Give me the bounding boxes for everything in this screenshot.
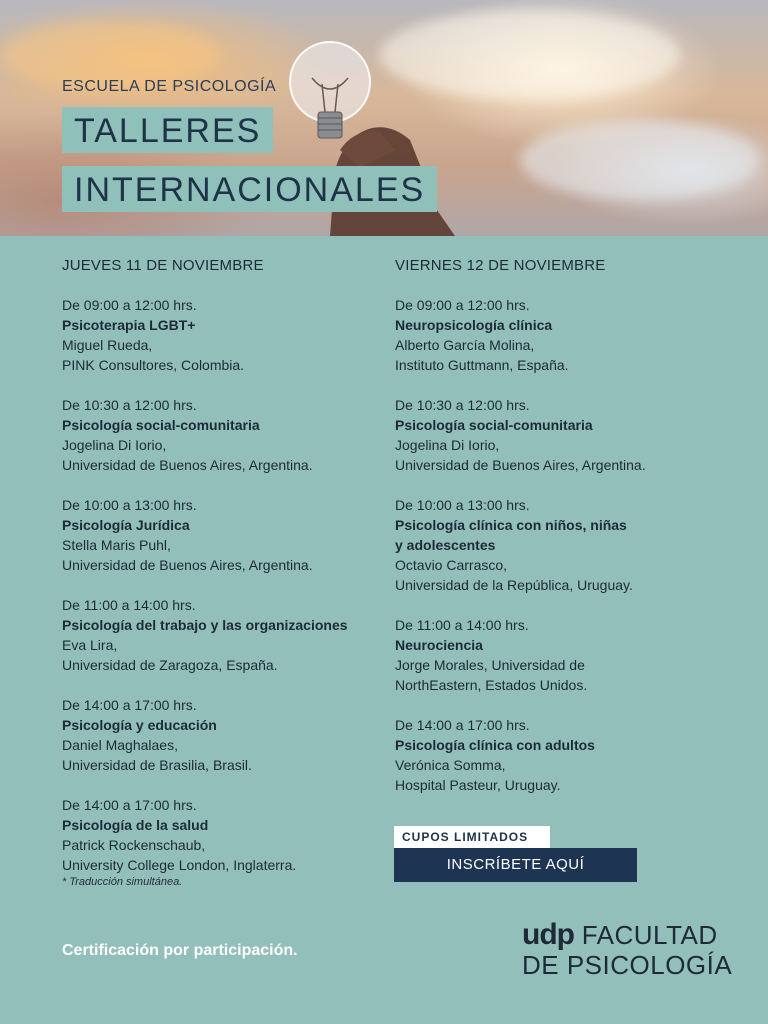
workshop-title: Psicología y educación — [62, 717, 217, 733]
workshop-speaker: Stella Maris Puhl, — [62, 537, 171, 553]
workshop-institution: Instituto Guttmann, España. — [395, 357, 569, 373]
workshop-institution: PINK Consultores, Colombia. — [62, 357, 245, 373]
workshop-title: Psicología del trabajo y las organizaciones — [62, 617, 348, 633]
day-heading: VIERNES 12 DE NOVIEMBRE — [395, 257, 606, 274]
workshop-speaker: Jogelina Di Iorio, — [395, 437, 500, 453]
workshop-time: De 11:00 a 14:00 hrs. — [62, 597, 196, 613]
logo-department-text: DE PSICOLOGÍA — [522, 950, 733, 980]
workshop-institution: Universidad de Buenos Aires, Argentina. — [62, 557, 313, 573]
workshop-speaker: Patrick Rockenschaub, — [62, 837, 206, 853]
workshop-institution: Hospital Pasteur, Uruguay. — [395, 777, 561, 793]
day-heading: JUEVES 11 DE NOVIEMBRE — [62, 257, 264, 274]
workshop-speaker: Jorge Morales, Universidad de — [395, 657, 585, 673]
hero-photo — [0, 0, 768, 236]
workshop-item — [62, 695, 382, 775]
workshop-institution: Universidad de Buenos Aires, Argentina. — [62, 457, 313, 473]
friday-column — [395, 256, 715, 815]
workshop-title: Neuropsicología clínica — [395, 317, 553, 333]
workshop-title: Psicología social-comunitaria — [395, 417, 593, 433]
certification-text: Certificación por participación. — [62, 942, 298, 959]
workshop-speaker: Alberto García Molina, — [395, 337, 535, 353]
workshop-time: De 10:30 a 12:00 hrs. — [62, 397, 197, 413]
workshop-institution: NorthEastern, Estados Unidos. — [395, 677, 588, 693]
workshop-time: De 14:00 a 17:00 hrs. — [62, 797, 197, 813]
workshop-time: De 14:00 a 17:00 hrs. — [395, 717, 530, 733]
workshop-time: De 10:00 a 13:00 hrs. — [395, 497, 530, 513]
workshop-time: De 14:00 a 17:00 hrs. — [62, 697, 197, 713]
workshop-item — [395, 715, 715, 795]
workshop-speaker: Jogelina Di Iorio, — [62, 437, 167, 453]
workshop-speaker: Miguel Rueda, — [62, 337, 153, 353]
register-button[interactable]: INSCRÍBETE AQUÍ — [394, 848, 637, 882]
workshop-institution: Universidad de Brasilia, Brasil. — [62, 757, 252, 773]
udp-wordmark: udp — [522, 918, 574, 951]
translation-note: * Traducción simultánea. — [62, 876, 183, 888]
workshop-time: De 10:00 a 13:00 hrs. — [62, 497, 197, 513]
workshop-item — [62, 595, 382, 675]
faculty-logo — [522, 920, 732, 980]
workshop-item — [62, 795, 382, 889]
workshop-time: De 10:30 a 12:00 hrs. — [395, 397, 530, 413]
workshop-item — [62, 295, 382, 375]
workshop-speaker: Octavio Carrasco, — [395, 557, 508, 573]
workshop-item — [395, 495, 715, 595]
workshop-time: De 09:00 a 12:00 hrs. — [62, 297, 197, 313]
workshop-speaker: Daniel Maghalaes, — [62, 737, 178, 753]
workshop-time: De 11:00 a 14:00 hrs. — [395, 617, 529, 633]
workshop-speaker: Eva Lira, — [62, 637, 118, 653]
workshop-title: Psicología Jurídica — [62, 517, 190, 533]
title-line-1: TALLERES — [62, 107, 273, 153]
thursday-column — [62, 256, 382, 889]
workshop-title: Neurociencia — [395, 637, 483, 653]
workshop-title: Psicología clínica con adultos — [395, 737, 595, 753]
workshop-title: Psicoterapia LGBT+ — [62, 317, 196, 333]
workshop-item — [62, 395, 382, 475]
limited-spots-badge: CUPOS LIMITADOS — [394, 826, 550, 848]
workshop-institution: University College London, Inglaterra. — [62, 857, 297, 873]
workshop-institution: Universidad de Zaragoza, España. — [62, 657, 278, 673]
workshop-institution: Universidad de la República, Uruguay. — [395, 577, 633, 593]
school-label: ESCUELA DE PSICOLOGÍA — [62, 78, 277, 95]
workshop-item — [395, 615, 715, 695]
workshop-title-continued: y adolescentes — [395, 537, 496, 553]
workshop-title: Psicología social-comunitaria — [62, 417, 260, 433]
workshop-time: De 09:00 a 12:00 hrs. — [395, 297, 530, 313]
workshop-item — [395, 395, 715, 475]
title-line-2: INTERNACIONALES — [62, 166, 437, 212]
workshop-title: Psicología de la salud — [62, 817, 209, 833]
logo-faculty-text: FACULTAD — [581, 920, 718, 950]
workshop-title: Psicología clínica con niños, niñas — [395, 517, 627, 533]
workshop-item — [395, 295, 715, 375]
workshop-institution: Universidad de Buenos Aires, Argentina. — [395, 457, 646, 473]
workshop-item — [62, 495, 382, 575]
workshop-speaker: Verónica Somma, — [395, 757, 506, 773]
